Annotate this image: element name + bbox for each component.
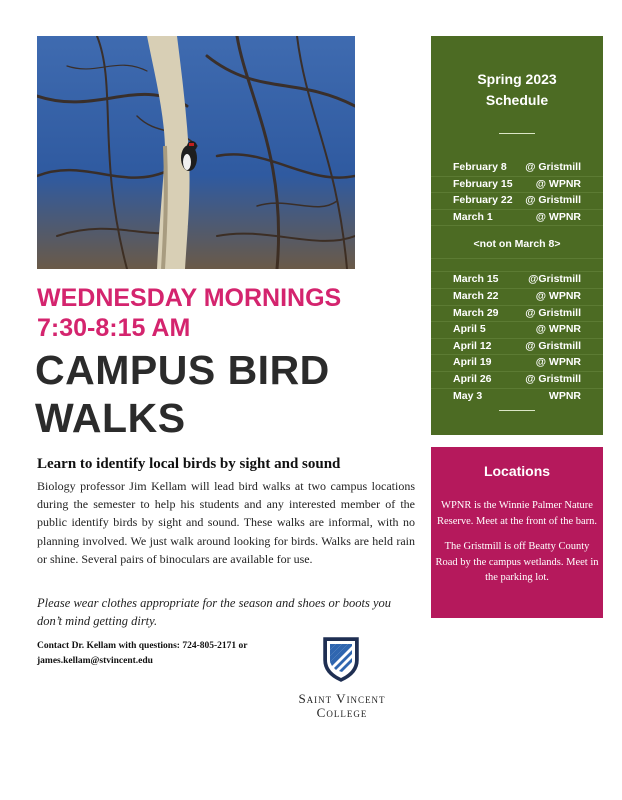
college-name-line-2: College (316, 705, 368, 720)
headline-time: 7:30-8:15 AM (37, 314, 191, 342)
schedule-divider (499, 133, 535, 134)
schedule-date: February 15 (453, 177, 513, 190)
headline-day-time (37, 283, 341, 343)
schedule-date: May 3 (453, 389, 483, 402)
schedule-row (431, 193, 603, 210)
schedule-place: @ WPNR (535, 210, 581, 223)
schedule-date: March 1 (453, 210, 493, 223)
schedule-group-1 (431, 160, 603, 226)
schedule-place: @Gristmill (528, 273, 581, 286)
contact-email: james.kellam@stvincent.edu (37, 656, 153, 666)
schedule-place: @ Gristmill (525, 372, 581, 385)
schedule-date: April 19 (453, 356, 492, 369)
schedule-row (431, 372, 603, 389)
schedule-row (431, 210, 603, 227)
bird-photo (37, 36, 355, 269)
schedule-place: @ WPNR (535, 177, 581, 190)
schedule-date: March 29 (453, 306, 499, 319)
schedule-row (431, 160, 603, 177)
schedule-row (431, 306, 603, 323)
schedule-place: WPNR (548, 389, 581, 402)
clothing-note: Please wear clothes appropriate for the season and shoes or boots you don’t mind getting dirty. (37, 596, 392, 628)
schedule-row (431, 289, 603, 306)
schedule-title-line-2: Schedule (485, 92, 549, 108)
title-line-1: CAMPUS BIRD (35, 347, 330, 393)
college-shield-icon (322, 636, 360, 687)
locations-panel (431, 447, 603, 618)
college-name-line-1: Saint Vincent (298, 691, 386, 706)
description-paragraph: Biology professor Jim Kellam will lead bird walks at two campus locations during the semester to help his students and any interested member of the public identify birds by sight and sound. These walks are informal, with no planning involved. We just walk around looking for birds. Walks are held rain or shine. Several pairs of binoculars are available for use. (37, 479, 415, 566)
schedule-row (431, 272, 603, 289)
schedule-place: @ Gristmill (525, 194, 581, 207)
woodpecker-photo-illustration (37, 36, 355, 269)
schedule-place: @ Gristmill (525, 339, 581, 352)
page-title (35, 346, 330, 442)
schedule-place: @ WPNR (535, 323, 581, 336)
schedule-place: @ Gristmill (525, 306, 581, 319)
schedule-date: February 8 (453, 161, 507, 173)
location-wpnr: WPNR is the Winnie Palmer Nature Reserve. Meet at the front of the barn. (436, 500, 598, 527)
schedule-skip-note: <not on March 8> (431, 236, 603, 259)
schedule-place: @ WPNR (535, 289, 581, 302)
schedule-date: April 26 (453, 372, 492, 385)
schedule-title-line-1: Spring 2023 (477, 71, 557, 87)
schedule-group-2 (431, 271, 603, 404)
contact-phone-line: Contact Dr. Kellam with questions: 724-805-2171 or (37, 641, 248, 651)
schedule-row (431, 177, 603, 194)
schedule-panel (431, 36, 603, 435)
schedule-title (431, 69, 603, 111)
schedule-place: @ Gristmill (525, 161, 581, 173)
location-gristmill: The Gristmill is off Beatty County Road by the campus wetlands. Meet in the parking lot. (435, 541, 599, 583)
schedule-row (431, 355, 603, 372)
schedule-row (431, 322, 603, 339)
schedule-place: @ WPNR (535, 356, 581, 369)
schedule-date: March 22 (453, 289, 499, 302)
headline-day: WEDNESDAY MORNINGS (37, 284, 342, 312)
locations-title: Locations (483, 463, 551, 479)
schedule-row (431, 339, 603, 356)
schedule-date: February 22 (453, 194, 513, 207)
contact-info (37, 639, 297, 669)
schedule-row (431, 389, 603, 405)
college-name (290, 692, 394, 720)
title-line-2: WALKS (35, 395, 186, 441)
schedule-date: April 5 (453, 323, 486, 336)
schedule-divider-end (499, 410, 535, 411)
subheading: Learn to identify local birds by sight and sound (37, 456, 341, 472)
schedule-date: April 12 (453, 339, 492, 352)
schedule-date: March 15 (453, 273, 499, 286)
